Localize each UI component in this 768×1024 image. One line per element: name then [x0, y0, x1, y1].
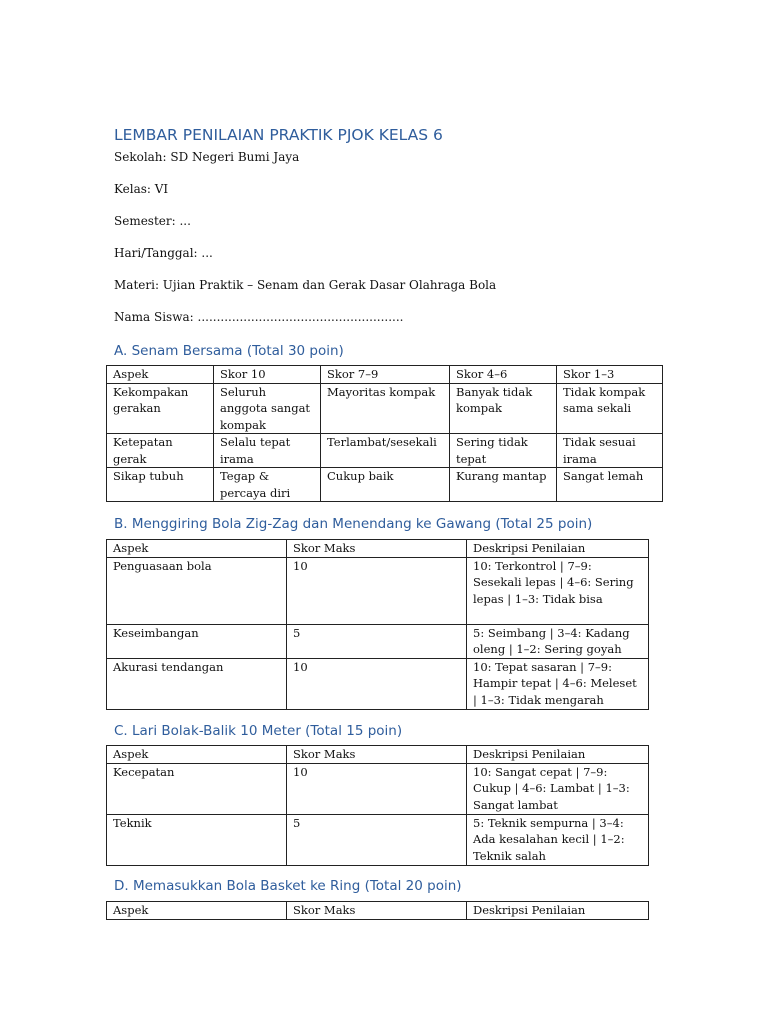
- header-cell: Skor Maks: [287, 746, 467, 764]
- header-cell: Skor 10: [214, 366, 321, 384]
- table-cell: 10: Tepat sasaran | 7–9: Hampir tepat | 4–6: Meleset | 1–3: Tidak mengarah: [467, 658, 649, 709]
- header-cell: Skor Maks: [287, 902, 467, 920]
- table-cell: Kecepatan: [107, 763, 287, 814]
- section-c-title: C. Lari Bolak-Balik 10 Meter (Total 15 poin): [114, 723, 403, 739]
- header-cell: Skor 4–6: [450, 366, 557, 384]
- table-header-row: [107, 366, 663, 384]
- field-date: Hari/Tanggal: ...: [114, 246, 213, 260]
- document-title: LEMBAR PENILAIAN PRAKTIK PJOK KELAS 6: [114, 126, 443, 144]
- table-cell: Selalu tepat irama: [214, 434, 321, 468]
- table-cell: 10: [287, 763, 467, 814]
- field-school: Sekolah: SD Negeri Bumi Jaya: [114, 150, 300, 164]
- header-cell: Aspek: [107, 746, 287, 764]
- table-row: [107, 557, 649, 624]
- table-header-row: [107, 746, 649, 764]
- table-row: [107, 624, 649, 658]
- table-row: [107, 434, 663, 468]
- table-cell: 5: [287, 814, 467, 865]
- table-row: [107, 814, 649, 865]
- table-cell: Banyak tidak kompak: [450, 383, 557, 434]
- table-header-row: [107, 902, 649, 920]
- table-cell: 10: [287, 658, 467, 709]
- header-cell: Skor Maks: [287, 540, 467, 558]
- table-cell: 5: Seimbang | 3–4: Kadang oleng | 1–2: Sering goyah: [467, 624, 649, 658]
- table-row: [107, 383, 663, 434]
- table-cell: 10: Terkontrol | 7–9: Sesekali lepas | 4–6: Sering lepas | 1–3: Tidak bisa: [467, 557, 649, 624]
- table-cell: Sering tidak tepat: [450, 434, 557, 468]
- table-row: [107, 658, 649, 709]
- table-header-row: [107, 540, 649, 558]
- table-cell: 10: [287, 557, 467, 624]
- table-cell: Terlambat/sesekali: [321, 434, 450, 468]
- table-cell: Teknik: [107, 814, 287, 865]
- table-cell: Akurasi tendangan: [107, 658, 287, 709]
- section-a-table: [106, 365, 663, 502]
- table-cell: Mayoritas kompak: [321, 383, 450, 434]
- header-cell: Aspek: [107, 540, 287, 558]
- table-cell: Sangat lemah: [557, 468, 663, 502]
- table-cell: Seluruh anggota sangat kompak: [214, 383, 321, 434]
- table-cell: Kurang mantap: [450, 468, 557, 502]
- field-class: Kelas: VI: [114, 182, 169, 196]
- header-cell: Aspek: [107, 366, 214, 384]
- table-cell: Sikap tubuh: [107, 468, 214, 502]
- table-cell: Ketepatan gerak: [107, 434, 214, 468]
- table-cell: Tidak sesuai irama: [557, 434, 663, 468]
- section-c-table: [106, 745, 649, 866]
- table-cell: 10: Sangat cepat | 7–9: Cukup | 4–6: Lambat | 1–3: Sangat lambat: [467, 763, 649, 814]
- table-cell: Kekompakan gerakan: [107, 383, 214, 434]
- header-cell: Skor 1–3: [557, 366, 663, 384]
- field-material: Materi: Ujian Praktik – Senam dan Gerak Dasar Olahraga Bola: [114, 278, 497, 292]
- table-row: [107, 468, 663, 502]
- table-cell: 5: [287, 624, 467, 658]
- header-cell: Skor 7–9: [321, 366, 450, 384]
- header-cell: Deskripsi Penilaian: [467, 746, 649, 764]
- header-cell: Deskripsi Penilaian: [467, 902, 649, 920]
- section-b-table: [106, 539, 649, 710]
- section-a-title: A. Senam Bersama (Total 30 poin): [114, 343, 344, 359]
- header-cell: Aspek: [107, 902, 287, 920]
- table-cell: Keseimbangan: [107, 624, 287, 658]
- field-student-name: Nama Siswa: ......................................................: [114, 310, 404, 324]
- field-semester: Semester: ...: [114, 214, 191, 228]
- section-d-table: [106, 901, 649, 920]
- table-cell: Cukup baik: [321, 468, 450, 502]
- section-d-title: D. Memasukkan Bola Basket ke Ring (Total 20 poin): [114, 878, 462, 894]
- section-b-title: B. Menggiring Bola Zig-Zag dan Menendang ke Gawang (Total 25 poin): [114, 516, 593, 532]
- table-cell: 5: Teknik sempurna | 3–4: Ada kesalahan kecil | 1–2: Teknik salah: [467, 814, 649, 865]
- table-cell: Penguasaan bola: [107, 557, 287, 624]
- header-cell: Deskripsi Penilaian: [467, 540, 649, 558]
- table-cell: Tidak kompak sama sekali: [557, 383, 663, 434]
- table-cell: Tegap & percaya diri: [214, 468, 321, 502]
- table-row: [107, 763, 649, 814]
